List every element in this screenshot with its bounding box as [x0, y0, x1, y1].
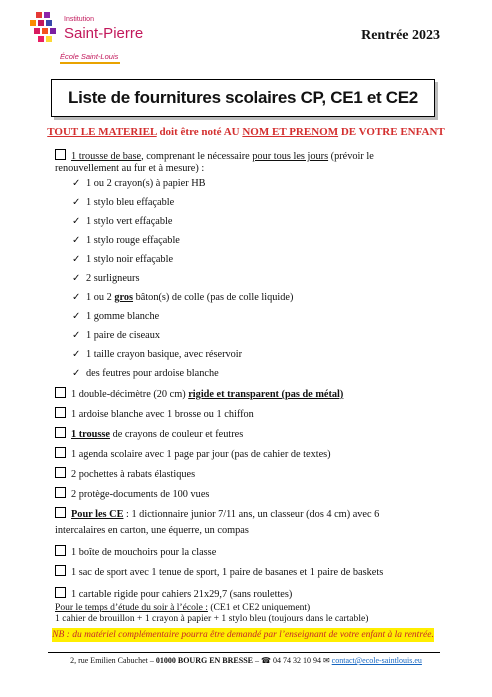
check-icon: ✓	[72, 197, 81, 208]
check-icon: ✓	[72, 254, 81, 265]
footer-email-link[interactable]: contact@ecole-saintlouis.eu	[331, 656, 422, 665]
list-item-agenda	[55, 447, 331, 460]
check-icon: ✓	[72, 292, 81, 303]
sub-item-label: des feutres pour ardoise blanche	[86, 368, 219, 379]
footer-divider	[48, 652, 440, 653]
item-label: : 1 dictionnaire junior 7/11 ans, un classeur (dos 4 cm) avec 6	[123, 509, 380, 520]
logo-underline	[60, 62, 120, 64]
etude-tail: (CE1 et CE2 uniquement)	[207, 602, 311, 613]
mail-icon: ✉	[322, 656, 330, 665]
item-label: 1 ardoise blanche avec 1 brosse ou 1 chiffon	[71, 409, 254, 420]
checkbox[interactable]	[55, 507, 66, 518]
notice-part3: NOM ET PRENOM	[242, 126, 339, 138]
logo-school-text: École Saint-Louis	[60, 52, 119, 61]
list-item-double-decimetre	[55, 387, 343, 400]
rentree-label: Rentrée 2023	[361, 28, 440, 43]
sub-item	[72, 349, 242, 360]
list-item-protege	[55, 487, 209, 500]
sub-item-label: 1 ou 2 crayon(s) à papier HB	[86, 178, 206, 189]
sub-item	[72, 178, 206, 189]
notice-part4: DE VOTRE ENFANT	[338, 126, 445, 138]
list-item-cartable	[55, 587, 292, 600]
sub-item-label: 1 gomme blanche	[86, 311, 160, 322]
check-icon: ✓	[72, 368, 81, 379]
notice-part1: TOUT LE MATERIEL	[47, 126, 157, 138]
checkbox[interactable]	[55, 587, 66, 598]
item-bold: Pour les CE	[71, 509, 124, 520]
logo-institution-text: Institution	[64, 16, 94, 23]
sub-item-label: 1 paire de ciseaux	[86, 330, 161, 341]
footer-phone: – ☎ 04 74 32 10 94	[253, 656, 323, 665]
item-bold: 1 trousse	[71, 429, 110, 440]
item-label: 1 cartable rigide pour cahiers 21x29,7 (sans roulettes)	[71, 589, 293, 600]
checkbox[interactable]	[55, 427, 66, 438]
footer	[0, 656, 492, 665]
etude-underline: Pour le temps d’étude du soir à l’école :	[55, 602, 208, 613]
title-box	[51, 79, 435, 117]
sub-item	[72, 273, 139, 284]
page-title: Liste de fournitures scolaires CP, CE1 et CE2	[68, 88, 418, 107]
checkbox[interactable]	[55, 407, 66, 418]
notice-banner	[0, 126, 492, 138]
ce-line2: intercalaires en carton, une équerre, un compas	[55, 525, 249, 536]
footer-address: 2, rue Emilien Cabuchet –	[70, 656, 156, 665]
sub-item	[72, 311, 159, 322]
checkbox[interactable]	[55, 149, 66, 160]
school-logo	[30, 12, 170, 72]
sub-item	[72, 292, 293, 303]
logo-mosaic-icon	[30, 12, 60, 52]
trousse-lead: 1 trousse de base	[71, 151, 142, 162]
list-item-mouchoirs	[55, 545, 216, 558]
sub-item	[72, 254, 173, 265]
trousse-mid: , comprenant le nécessaire	[141, 151, 253, 162]
checkbox[interactable]	[55, 447, 66, 458]
sub-item-label: 1 stylo noir effaçable	[86, 254, 174, 265]
sub-item	[72, 235, 180, 246]
etude-line2: 1 cahier de brouillon + 1 crayon à papier + 1 stylo bleu (toujours dans le cartable)	[55, 613, 369, 624]
check-icon: ✓	[72, 311, 81, 322]
list-item-pochettes	[55, 467, 195, 480]
checkbox[interactable]	[55, 545, 66, 556]
checkbox[interactable]	[55, 565, 66, 576]
notice-part2: doit être noté AU	[156, 126, 243, 138]
logo-name-text: Saint-Pierre	[64, 25, 144, 42]
sub-item	[72, 197, 174, 208]
list-item-ce	[55, 507, 379, 520]
sub-item-label: 1 taille crayon basique, avec réservoir	[86, 349, 243, 360]
check-icon: ✓	[72, 273, 81, 284]
sub-item	[72, 216, 172, 227]
sub-item-label: 1 stylo vert effaçable	[86, 216, 173, 227]
sub-item-label: bâton(s) de colle (pas de colle liquide)	[133, 292, 294, 303]
sub-item-label: 1 stylo rouge effaçable	[86, 235, 180, 246]
item-label: de crayons de couleur et feutres	[110, 429, 244, 440]
check-icon: ✓	[72, 178, 81, 189]
item-label: 1 double-décimètre (20 cm)	[71, 389, 189, 400]
sub-item-label: 2 surligneurs	[86, 273, 140, 284]
trousse-tail: (prévoir le	[328, 151, 374, 162]
list-item-trousse-couleur	[55, 427, 243, 440]
nb-note: NB : du matériel complémentaire pourra être demandé par l’enseignant de votre enfant à la rentrée.	[52, 630, 434, 640]
sub-item	[72, 368, 219, 379]
sub-item	[72, 330, 160, 341]
item-label: 1 sac de sport avec 1 tenue de sport, 1 paire de basanes et 1 paire de baskets	[71, 567, 384, 578]
trousse-underline: pour tous les jours	[252, 151, 329, 162]
checkbox[interactable]	[55, 387, 66, 398]
item-label: 2 pochettes à rabats élastiques	[71, 469, 196, 480]
check-icon: ✓	[72, 349, 81, 360]
sub-item-label: 1 stylo bleu effaçable	[86, 197, 175, 208]
item-label: 1 boîte de mouchoirs pour la classe	[71, 547, 217, 558]
item-label: 1 agenda scolaire avec 1 page par jour (pas de cahier de textes)	[71, 449, 331, 460]
etude-line1	[55, 602, 310, 613]
item-label: 2 protège-documents de 100 vues	[71, 489, 210, 500]
checkbox[interactable]	[55, 467, 66, 478]
list-item-trousse	[55, 149, 374, 162]
list-item-ardoise	[55, 407, 254, 420]
list-item-sport	[55, 565, 383, 578]
sub-item-bold: gros	[114, 292, 134, 303]
check-icon: ✓	[72, 330, 81, 341]
item-bold: rigide et transparent (pas de métal)	[188, 389, 344, 400]
trousse-line2: renouvellement au fur et à mesure) :	[55, 163, 205, 174]
check-icon: ✓	[72, 216, 81, 227]
sub-item-label: 1 ou 2	[86, 292, 115, 303]
check-icon: ✓	[72, 235, 81, 246]
checkbox[interactable]	[55, 487, 66, 498]
footer-city: 01000 BOURG EN BRESSE	[155, 656, 253, 665]
